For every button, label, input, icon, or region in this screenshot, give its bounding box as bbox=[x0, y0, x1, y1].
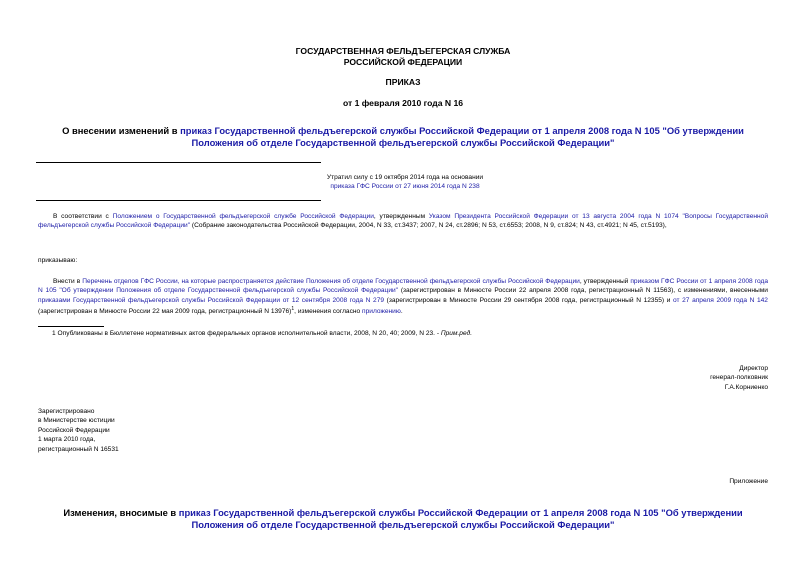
signature-rank: генерал-полковник bbox=[710, 374, 768, 382]
order-279-link[interactable]: приказами Государственной фельдъегерской службы Российской Федерации от 12 сентября 2008 года N 279 bbox=[38, 296, 385, 304]
appendix-link[interactable]: приложению bbox=[362, 308, 401, 316]
divider bbox=[36, 162, 321, 163]
footnote-editor-note: Прим.ред. bbox=[440, 330, 473, 337]
decree-link[interactable]: Указом Президента Российской Федерации от 13 августа 2004 года N 1074 "Вопросы Государственной фельдъегерской службы Российской Федерации" bbox=[38, 213, 768, 230]
doc-title-link[interactable]: приказ Государственной фельдъегерской службы Российской Федерации от 1 апреля 2008 года N 105 "Об утверждении Положения об отделе Государственной фельдъегерской службы Российской Федерации" bbox=[180, 125, 744, 148]
text-fragment: (зарегистрирован в Минюсте России 22 мая 2009 года, регистрационный N 13976) bbox=[38, 308, 292, 316]
status-note bbox=[300, 173, 510, 192]
appendix-title-prefix: Изменения, вносимые в bbox=[63, 507, 179, 518]
appendix-label: Приложение bbox=[729, 478, 768, 485]
list-link[interactable]: Перечень отделов ГФС России, на которые распространяется действие Положения об отделе Государственной фельдъегерской службы Российской Федерации bbox=[82, 278, 580, 285]
text-fragment: , утвержденным bbox=[373, 213, 429, 220]
appendix-title bbox=[40, 507, 766, 531]
footnote-divider bbox=[38, 326, 104, 327]
text-fragment: (зарегистрирован в Минюсте России 22 апреля 2008 года, регистрационный N 11563), с изменениями, внесенными bbox=[398, 287, 768, 295]
registration-line: регистрационный N 16531 bbox=[38, 445, 119, 453]
order-105-link[interactable]: приказом ГФС России от 1 апреля 2008 года N 105 "Об утверждении Положения об отделе Государственной фельдъегерской службы Российской Федерации" bbox=[38, 278, 769, 295]
text-fragment: В соответствии с bbox=[53, 213, 113, 220]
text-fragment: (Собрание законодательства Российской Федерации, 2004, N 33, ст.3437; 2007, N 24, ст.2896; N 53, ст.6553; 2008, N 9, ст.824; N 43, ст.4921; N 45, ст.5193), bbox=[190, 222, 667, 230]
text-fragment: Внести в bbox=[53, 278, 83, 285]
registration-line: Российской Федерации bbox=[38, 426, 110, 434]
order-word: приказываю: bbox=[38, 257, 78, 264]
preamble-paragraph bbox=[38, 212, 768, 231]
text-fragment: . bbox=[400, 308, 403, 316]
registration-line: 1 марта 2010 года, bbox=[38, 436, 96, 444]
text-fragment: (зарегистрирован в Минюсте России 29 сентября 2008 года, регистрационный N 12355) и bbox=[384, 296, 673, 304]
registration-block bbox=[38, 407, 238, 454]
org-name-line2: РОССИЙСКОЙ ФЕДЕРАЦИИ bbox=[343, 57, 463, 67]
registration-line: в Министерстве юстиции bbox=[38, 417, 115, 425]
org-name-line1: ГОСУДАРСТВЕННАЯ ФЕЛЬДЪЕГЕРСКАЯ СЛУЖБА bbox=[295, 46, 511, 56]
registration-line: Зарегистрировано bbox=[38, 408, 95, 415]
doc-type: ПРИКАЗ bbox=[385, 77, 421, 87]
signature-name: Г.А.Корниенко bbox=[724, 383, 768, 391]
regulation-link[interactable]: Положением о Государственной фельдъегерской службе Российской Федерации bbox=[112, 213, 374, 220]
signature-block bbox=[560, 364, 768, 392]
doc-date-number: от 1 февраля 2010 года N 16 bbox=[342, 98, 464, 108]
status-link[interactable]: приказа ГФС России от 27 июня 2014 года N 238 bbox=[330, 183, 480, 191]
footnote bbox=[52, 329, 766, 338]
doc-title-prefix: О внесении изменений в bbox=[62, 125, 181, 136]
doc-title bbox=[40, 125, 766, 149]
text-fragment: , утвержденный bbox=[579, 278, 631, 285]
footnote-ref: 1 bbox=[291, 306, 295, 313]
footnote-text: Опубликованы в Бюллетене нормативных актов федеральных органов исполнительной власти, 2008, N 20, 40; 2009, N 23. - bbox=[55, 330, 441, 337]
appendix-title-link[interactable]: приказ Государственной фельдъегерской службы Российской Федерации от 1 апреля 2008 года N 105 "Об утверждении Положения об отделе Государственной фельдъегерской службы Российской Федерации" bbox=[178, 507, 743, 530]
footnote-mark: 1 bbox=[52, 330, 56, 337]
divider bbox=[36, 200, 321, 201]
order-142-link[interactable]: от 27 апреля 2009 года N 142 bbox=[672, 296, 768, 304]
signature-position: Директор bbox=[739, 365, 768, 372]
status-line1: Утратил силу с 19 октября 2014 года на основании bbox=[326, 174, 484, 181]
order-paragraph bbox=[38, 277, 768, 317]
text-fragment: , изменения согласно bbox=[294, 308, 363, 316]
